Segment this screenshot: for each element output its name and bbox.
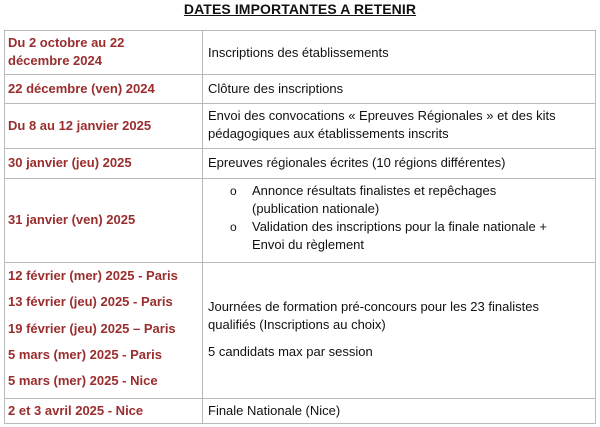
table-border-top <box>4 30 596 31</box>
row-divider <box>4 178 596 179</box>
row-date: 5 mars (mer) 2025 - Paris <box>8 347 162 362</box>
row-divider <box>4 398 596 399</box>
row-description-note: 5 candidats max par session <box>208 344 373 359</box>
row-date: Du 2 octobre au 22 décembre 2024 <box>8 35 125 68</box>
dates-table <box>4 30 596 424</box>
row-date: 22 décembre (ven) 2024 <box>8 81 155 96</box>
row-description: Finale Nationale (Nice) <box>208 403 341 418</box>
row-date: 5 mars (mer) 2025 - Nice <box>8 373 158 388</box>
row-description: Clôture des inscriptions <box>208 81 344 96</box>
row-divider <box>4 74 596 75</box>
page-title: DATES IMPORTANTES A RETENIR <box>183 1 417 17</box>
list-item <box>208 182 595 218</box>
row-date: 19 février (jeu) 2025 – Paris <box>8 321 176 336</box>
row-description: Journées de formation pré-concours pour les 23 finalistes qualifiés (Inscriptions au choix) <box>208 299 539 332</box>
row-divider <box>4 103 596 104</box>
row-date: 2 et 3 avril 2025 - Nice <box>8 403 144 418</box>
row-date: 31 janvier (ven) 2025 <box>8 212 136 227</box>
row-divider <box>4 262 596 263</box>
row-description: Epreuves régionales écrites (10 régions différentes) <box>208 155 506 170</box>
bullet-circle-icon: o <box>230 220 237 234</box>
row-description-list <box>202 182 595 254</box>
row-divider <box>4 148 596 149</box>
list-item <box>208 218 595 254</box>
bullet-text: Validation des inscriptions pour la finale nationale + Envoi du règlement <box>252 219 547 252</box>
row-description: Envoi des convocations « Epreuves Régionales » et des kits pédagogiques aux établissements inscrits <box>208 108 556 141</box>
table-border-bottom <box>4 423 596 424</box>
table-border-right <box>595 30 596 424</box>
row-date: 13 février (jeu) 2025 - Paris <box>8 294 173 309</box>
bullet-text: Annonce résultats finalistes et repêchages (publication nationale) <box>252 183 497 216</box>
bullet-circle-icon: o <box>230 184 237 198</box>
row-description: Inscriptions des établissements <box>208 45 389 60</box>
row-date: 12 février (mer) 2025 - Paris <box>8 268 178 283</box>
row-date: 30 janvier (jeu) 2025 <box>8 155 132 170</box>
row-date: Du 8 au 12 janvier 2025 <box>8 118 152 133</box>
